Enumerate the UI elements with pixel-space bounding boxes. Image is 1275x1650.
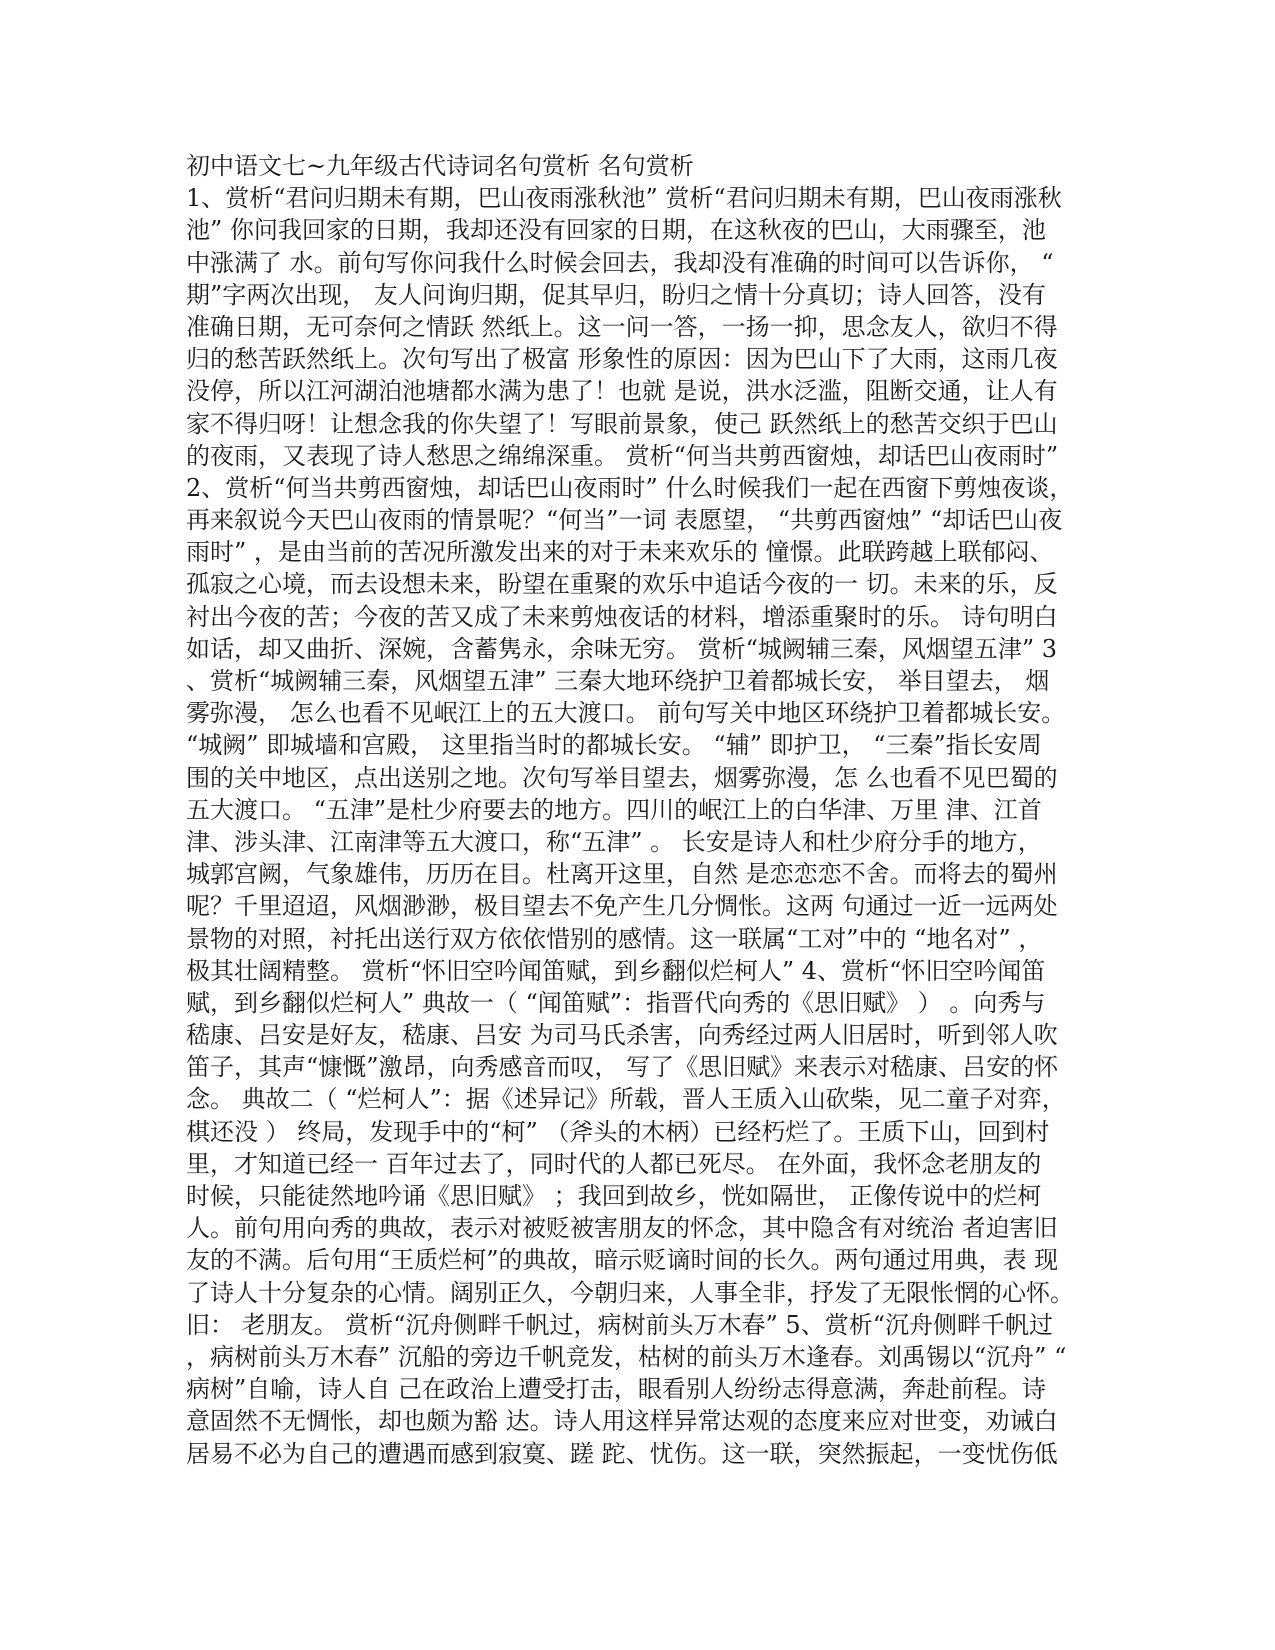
- text-line: ，病树前头万木春” 沉船的旁边千帆竞发，枯树的前头万木逢春。刘禹锡以“沉舟” “: [186, 1342, 1067, 1371]
- text-line: 衬出今夜的苦；今夜的苦又成了未来剪烛夜话的材料，增添重聚时的乐。 诗句明白: [186, 602, 1058, 631]
- text-line: 雨时” ，是由当前的苦况所激发出来的对于未来欢乐的 憧憬。此联跨越上联郁闷、: [186, 538, 1054, 567]
- text-line: 2、赏析“何当共剪西窗烛，却话巴山夜雨时” 什么时候我们一起在西窗下剪烛夜谈，: [186, 473, 1074, 502]
- text-line: “城阙” 即城墙和宫殿， 这里指当时的都城长安。 “辅” 即护卫， “三秦”指长安周: [186, 731, 1042, 760]
- text-line: 时候，只能徒然地吟诵《思旧赋》 ；我回到故乡，恍如隔世， 正像传说中的烂柯: [186, 1182, 1042, 1210]
- text-line: 城郭宫阙，气象雄伟，历历在目。杜离开这里，自然 是恋恋恋不舍。而将去的蜀州: [186, 860, 1058, 889]
- text-line: 津、涉头津、江南津等五大渡口，称“五津” 。 长安是诗人和杜少府分手的地方，: [186, 827, 1042, 856]
- text-line: 里，才知道已经一 百年过去了，同时代的人都已死尽。 在外面，我怀念老朋友的: [186, 1149, 1042, 1178]
- text-line: 、赏析“城阙辅三秦，风烟望五津” 三秦大地环绕护卫着都城长安， 举目望去， 烟: [186, 667, 1050, 695]
- text-line: 呢？千里迢迢，风烟渺渺，极目望去不免产生几分惆怅。这两 句通过一近一远两处: [186, 892, 1058, 921]
- text-line: 中涨满了 水。前句写你问我什么时候会回去，我却没有准确的时间可以告诉你， “: [186, 248, 1054, 277]
- text-line: 居易不必为自己的遭遇而感到寂寞、蹉 跎、忧伤。这一联，突然振起，一变忧伤低: [186, 1439, 1058, 1468]
- text-line: 如话，却又曲折、深婉，含蓄隽永，余味无穷。 赏析“城阙辅三秦，风烟望五津” 3: [186, 634, 1058, 663]
- text-line: 围的关中地区，点出送别之地。次句写举目望去，烟雾弥漫，怎 么也看不见巴蜀的: [186, 763, 1058, 792]
- document-page: [186, 150, 1086, 1470]
- document-title: 初中语文七~九年级古代诗词名句赏析 名句赏析: [186, 152, 694, 180]
- text-line: 归的愁苦跃然纸上。次句写出了极富 形象性的原因：因为巴山下了大雨，这雨几夜: [186, 345, 1058, 374]
- text-line: 念。 典故二（ “烂柯人”：据《述异记》所载，晋人王质入山砍柴，见二童子对弈，: [186, 1085, 1066, 1114]
- text-line: 五大渡口。 “五津”是杜少府要去的地方。四川的岷江上的白华津、万里 津、江首: [186, 795, 1042, 824]
- text-line: 赋，到乡翻似烂柯人” 典故一（ “闻笛赋”：指晋代向秀的《思旧赋》 ） 。向秀与: [186, 988, 1046, 1017]
- text-line: 没停，所以江河湖泊池塘都水满为患了！也就 是说，洪水泛滥，阻断交通，让人有: [186, 377, 1058, 406]
- text-line: 再来叙说今天巴山夜雨的情景呢？“何当”一词 表愿望， “共剪西窗烛” “却话巴山夜: [186, 506, 1063, 535]
- document-body: [186, 182, 1086, 1470]
- text-line: 笛子，其声“慷慨”激昂，向秀感音而叹， 写了《思旧赋》来表示对嵇康、吕安的怀: [186, 1053, 1059, 1082]
- text-line: 旧： 老朋友。 赏析“沉舟侧畔千帆过，病树前头万木春” 5、赏析“沉舟侧畔千帆过: [186, 1310, 1053, 1339]
- text-line: 了诗人十分复杂的心情。阔别正久，今朝归来，人事全非，抒发了无限怅惘的心怀。: [186, 1278, 1074, 1307]
- text-line: 人。前句用向秀的典故，表示对被贬被害朋友的怀念，其中隐含有对统治 者迫害旧: [186, 1214, 1058, 1243]
- text-line: 极其壮阔精整。 赏析“怀旧空吟闻笛赋，到乡翻似烂柯人” 4、赏析“怀旧空吟闻笛: [186, 956, 1046, 985]
- text-line: 孤寂之心境，而去设想未来，盼望在重聚的欢乐中追话今夜的一 切。未来的乐，反: [186, 570, 1058, 599]
- text-line: 意固然不无惆怅，却也颇为豁 达。诗人用这样异常达观的态度来应对世变，劝诫白: [186, 1407, 1058, 1436]
- text-line: 病树”自喻，诗人自 己在政治上遭受打击，眼看别人纷纷志得意满，奔赴前程。诗: [186, 1375, 1046, 1404]
- text-line: 嵇康、吕安是好友，嵇康、吕安 为司马氏杀害，向秀经过两人旧居时，听到邻人吹: [186, 1021, 1058, 1050]
- text-line: 雾弥漫， 怎么也看不见岷江上的五大渡口。 前句写关中地区环绕护卫着都城长安。: [186, 699, 1066, 728]
- text-line: 棋还没 ） 终局，发现手中的“柯” （斧头的木柄）已经朽烂了。王质下山，回到村: [186, 1117, 1050, 1146]
- text-line: 景物的对照，衬托出送行双方依依惜别的感情。这一联属“工对”中的 “地名对” ，: [186, 924, 1043, 953]
- text-line: 的夜雨，又表现了诗人愁思之绵绵深重。 赏析“何当共剪西窗烛，却话巴山夜雨时”: [186, 441, 1059, 470]
- text-line: 期”字两次出现， 友人问询归期，促其早归，盼归之情十分真切；诗人回答，没有: [186, 280, 1046, 309]
- text-line: 1、赏析“君问归期未有期，巴山夜雨涨秋池” 赏析“君问归期未有期，巴山夜雨涨秋: [186, 184, 1062, 213]
- text-line: 家不得归呀！让想念我的你失望了！写眼前景象，使己 跃然纸上的愁苦交织于巴山: [186, 409, 1058, 438]
- text-line: 友的不满。后句用“王质烂柯”的典故，暗示贬谪时间的长久。两句通过用典，表 现: [186, 1246, 1059, 1275]
- text-line: 池” 你问我回家的日期，我却还没有回家的日期，在这秋夜的巴山，大雨骤至，池: [186, 216, 1046, 245]
- text-line: 准确日期，无可奈何之情跃 然纸上。这一问一答，一扬一抑，思念友人，欲归不得: [186, 312, 1058, 341]
